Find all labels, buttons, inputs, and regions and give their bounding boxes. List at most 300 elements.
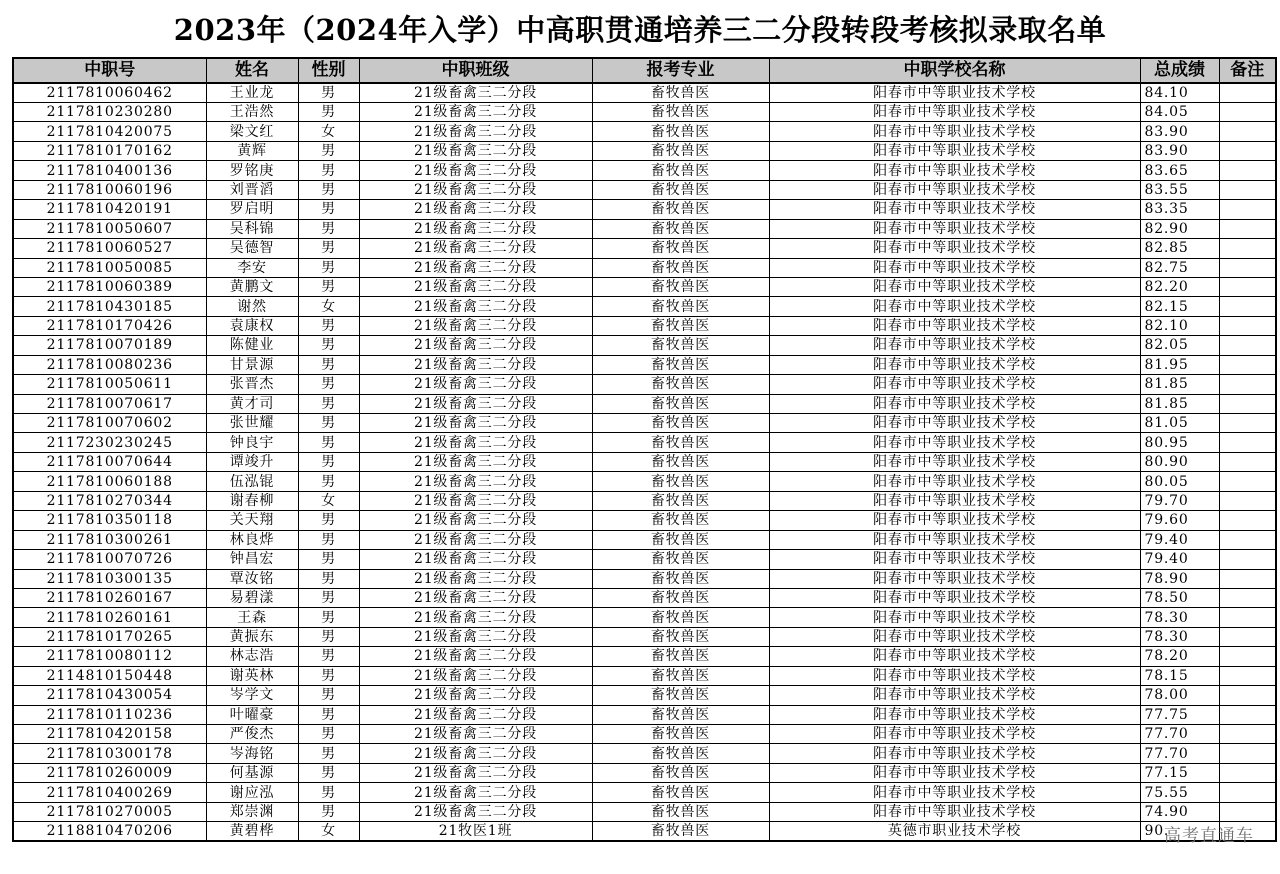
- cell-note: [1219, 433, 1276, 452]
- cell-class: 21级畜禽三二分段: [359, 686, 592, 705]
- cell-major: 畜牧兽医: [592, 355, 769, 374]
- table-row: [13, 666, 1276, 685]
- table-row: [13, 355, 1276, 374]
- table-row: [13, 122, 1276, 141]
- cell-note: [1219, 530, 1276, 549]
- cell-class: 21级畜禽三二分段: [359, 666, 592, 685]
- table-row: [13, 83, 1276, 103]
- cell-school: 阳春市中等职业技术学校: [769, 277, 1140, 296]
- cell-school: 阳春市中等职业技术学校: [769, 336, 1140, 355]
- cell-major: 畜牧兽医: [592, 180, 769, 199]
- cell-class: 21级畜禽三二分段: [359, 530, 592, 549]
- cell-class: 21级畜禽三二分段: [359, 491, 592, 510]
- cell-score: 77.70: [1140, 744, 1219, 763]
- cell-name: 李安: [206, 258, 298, 277]
- cell-class: 21级畜禽三二分段: [359, 647, 592, 666]
- cell-school: 阳春市中等职业技术学校: [769, 588, 1140, 607]
- table-row: [13, 686, 1276, 705]
- cell-student-id: 2117810260161: [13, 608, 206, 627]
- table-row: [13, 394, 1276, 413]
- cell-major: 畜牧兽医: [592, 686, 769, 705]
- cell-major: 畜牧兽医: [592, 219, 769, 238]
- cell-school: 阳春市中等职业技术学校: [769, 258, 1140, 277]
- header-note: 备注: [1219, 58, 1276, 83]
- cell-note: [1219, 569, 1276, 588]
- cell-student-id: 2117810420191: [13, 200, 206, 219]
- cell-note: [1219, 161, 1276, 180]
- table-row: [13, 530, 1276, 549]
- cell-note: [1219, 666, 1276, 685]
- cell-note: [1219, 277, 1276, 296]
- table-row: [13, 647, 1276, 666]
- header-name: 姓名: [206, 58, 298, 83]
- cell-name: 王业龙: [206, 83, 298, 103]
- table-row: [13, 219, 1276, 238]
- cell-student-id: 2117810260009: [13, 763, 206, 782]
- cell-score: 83.90: [1140, 141, 1219, 160]
- cell-school: 阳春市中等职业技术学校: [769, 122, 1140, 141]
- cell-student-id: 2117230230245: [13, 433, 206, 452]
- cell-score: 83.90: [1140, 122, 1219, 141]
- cell-gender: 男: [298, 336, 359, 355]
- cell-name: 王森: [206, 608, 298, 627]
- admission-table: [12, 57, 1277, 842]
- cell-gender: 男: [298, 783, 359, 802]
- cell-student-id: 2117810430054: [13, 686, 206, 705]
- cell-student-id: 2117810060527: [13, 239, 206, 258]
- table-row: [13, 103, 1276, 122]
- cell-name: 谢英林: [206, 666, 298, 685]
- cell-score: 84.05: [1140, 103, 1219, 122]
- cell-note: [1219, 83, 1276, 103]
- cell-student-id: 2117810350118: [13, 511, 206, 530]
- cell-class: 21级畜禽三二分段: [359, 141, 592, 160]
- cell-note: [1219, 297, 1276, 316]
- cell-gender: 男: [298, 433, 359, 452]
- cell-name: 黄鹏文: [206, 277, 298, 296]
- cell-name: 谢应泓: [206, 783, 298, 802]
- cell-class: 21级畜禽三二分段: [359, 200, 592, 219]
- table-row: [13, 822, 1276, 842]
- cell-student-id: 2117810080236: [13, 355, 206, 374]
- cell-score: 77.15: [1140, 763, 1219, 782]
- cell-school: 阳春市中等职业技术学校: [769, 686, 1140, 705]
- cell-gender: 男: [298, 744, 359, 763]
- table-row: [13, 258, 1276, 277]
- cell-note: [1219, 336, 1276, 355]
- cell-note: [1219, 705, 1276, 724]
- table-row: [13, 783, 1276, 802]
- cell-note: [1219, 452, 1276, 471]
- cell-school: 阳春市中等职业技术学校: [769, 394, 1140, 413]
- cell-major: 畜牧兽医: [592, 627, 769, 646]
- cell-gender: 男: [298, 83, 359, 103]
- cell-gender: 男: [298, 161, 359, 180]
- cell-gender: 男: [298, 588, 359, 607]
- cell-class: 21级畜禽三二分段: [359, 316, 592, 335]
- cell-score: 82.20: [1140, 277, 1219, 296]
- cell-name: 张晋杰: [206, 375, 298, 394]
- cell-note: [1219, 239, 1276, 258]
- cell-school: 阳春市中等职业技术学校: [769, 472, 1140, 491]
- cell-name: 刘晋滔: [206, 180, 298, 199]
- cell-score: 79.60: [1140, 511, 1219, 530]
- cell-student-id: 2117810300135: [13, 569, 206, 588]
- cell-note: [1219, 258, 1276, 277]
- cell-gender: 男: [298, 180, 359, 199]
- table-row: [13, 550, 1276, 569]
- cell-school: 阳春市中等职业技术学校: [769, 200, 1140, 219]
- table-row: [13, 705, 1276, 724]
- cell-class: 21级畜禽三二分段: [359, 375, 592, 394]
- cell-note: [1219, 802, 1276, 821]
- cell-gender: 男: [298, 355, 359, 374]
- cell-class: 21级畜禽三二分段: [359, 394, 592, 413]
- cell-school: 阳春市中等职业技术学校: [769, 725, 1140, 744]
- cell-name: 易碧漾: [206, 588, 298, 607]
- cell-class: 21级畜禽三二分段: [359, 336, 592, 355]
- cell-note: [1219, 608, 1276, 627]
- cell-student-id: 2117810060196: [13, 180, 206, 199]
- header-gender: 性别: [298, 58, 359, 83]
- table-row: [13, 452, 1276, 471]
- cell-major: 畜牧兽医: [592, 608, 769, 627]
- cell-student-id: 2117810080112: [13, 647, 206, 666]
- cell-major: 畜牧兽医: [592, 511, 769, 530]
- cell-class: 21级畜禽三二分段: [359, 83, 592, 103]
- cell-student-id: 2117810060188: [13, 472, 206, 491]
- table-row: [13, 763, 1276, 782]
- cell-student-id: 2117810170162: [13, 141, 206, 160]
- cell-note: [1219, 200, 1276, 219]
- cell-gender: 男: [298, 705, 359, 724]
- cell-student-id: 2117810300178: [13, 744, 206, 763]
- cell-class: 21级畜禽三二分段: [359, 763, 592, 782]
- cell-score: 78.20: [1140, 647, 1219, 666]
- cell-score: 78.90: [1140, 569, 1219, 588]
- cell-major: 畜牧兽医: [592, 452, 769, 471]
- cell-name: 岑海铭: [206, 744, 298, 763]
- table-row: [13, 725, 1276, 744]
- cell-note: [1219, 472, 1276, 491]
- cell-score: 83.55: [1140, 180, 1219, 199]
- cell-student-id: 2117810170265: [13, 627, 206, 646]
- watermark-text: 高考直通车: [1164, 826, 1254, 846]
- cell-school: 阳春市中等职业技术学校: [769, 316, 1140, 335]
- cell-school: 阳春市中等职业技术学校: [769, 452, 1140, 471]
- cell-class: 21级畜禽三二分段: [359, 744, 592, 763]
- cell-student-id: 2117810420075: [13, 122, 206, 141]
- table-row: [13, 802, 1276, 821]
- cell-school: 阳春市中等职业技术学校: [769, 103, 1140, 122]
- cell-class: 21级畜禽三二分段: [359, 725, 592, 744]
- cell-note: [1219, 627, 1276, 646]
- cell-major: 畜牧兽医: [592, 550, 769, 569]
- table-row: [13, 608, 1276, 627]
- cell-name: 严俊杰: [206, 725, 298, 744]
- cell-gender: 男: [298, 550, 359, 569]
- cell-school: 阳春市中等职业技术学校: [769, 608, 1140, 627]
- cell-school: 阳春市中等职业技术学校: [769, 180, 1140, 199]
- cell-gender: 男: [298, 511, 359, 530]
- cell-name: 伍泓锟: [206, 472, 298, 491]
- cell-school: 阳春市中等职业技术学校: [769, 802, 1140, 821]
- cell-school: 阳春市中等职业技术学校: [769, 569, 1140, 588]
- cell-note: [1219, 491, 1276, 510]
- cell-name: 罗铭庚: [206, 161, 298, 180]
- cell-name: 郑崇渊: [206, 802, 298, 821]
- cell-major: 畜牧兽医: [592, 802, 769, 821]
- cell-note: [1219, 316, 1276, 335]
- cell-gender: 男: [298, 452, 359, 471]
- cell-gender: 男: [298, 763, 359, 782]
- cell-name: 黄辉: [206, 141, 298, 160]
- cell-class: 21级畜禽三二分段: [359, 103, 592, 122]
- cell-score: 81.85: [1140, 394, 1219, 413]
- cell-score: 83.65: [1140, 161, 1219, 180]
- cell-student-id: 2114810150448: [13, 666, 206, 685]
- cell-class: 21级畜禽三二分段: [359, 433, 592, 452]
- cell-school: 阳春市中等职业技术学校: [769, 530, 1140, 549]
- cell-gender: 男: [298, 414, 359, 433]
- table-row: [13, 141, 1276, 160]
- cell-gender: 男: [298, 375, 359, 394]
- cell-gender: 男: [298, 725, 359, 744]
- cell-school: 阳春市中等职业技术学校: [769, 375, 1140, 394]
- cell-score: 81.05: [1140, 414, 1219, 433]
- cell-name: 黄才司: [206, 394, 298, 413]
- cell-student-id: 2117810260167: [13, 588, 206, 607]
- cell-score: 75.55: [1140, 783, 1219, 802]
- cell-student-id: 2117810070189: [13, 336, 206, 355]
- cell-note: [1219, 180, 1276, 199]
- table-row: [13, 511, 1276, 530]
- table-header: [13, 58, 1276, 83]
- cell-note: [1219, 744, 1276, 763]
- cell-score: 82.90: [1140, 219, 1219, 238]
- cell-student-id: 2117810070726: [13, 550, 206, 569]
- cell-school: 阳春市中等职业技术学校: [769, 744, 1140, 763]
- page-title: 2023年（2024年入学）中高职贯通培养三二分段转段考核拟录取名单: [173, 13, 1107, 47]
- cell-score: 90.: [1140, 822, 1219, 842]
- cell-score: 78.50: [1140, 588, 1219, 607]
- cell-name: 叶曜豪: [206, 705, 298, 724]
- cell-student-id: 2117810270344: [13, 491, 206, 510]
- cell-student-id: 2117810070644: [13, 452, 206, 471]
- cell-score: 82.85: [1140, 239, 1219, 258]
- table-row: [13, 433, 1276, 452]
- table-row: [13, 180, 1276, 199]
- cell-note: [1219, 414, 1276, 433]
- table-row: [13, 277, 1276, 296]
- cell-gender: 女: [298, 822, 359, 842]
- cell-note: [1219, 511, 1276, 530]
- cell-student-id: 2117810070602: [13, 414, 206, 433]
- table-row: [13, 414, 1276, 433]
- header-student-id: 中职号: [13, 58, 206, 83]
- header-row: [13, 58, 1276, 83]
- cell-major: 畜牧兽医: [592, 588, 769, 607]
- cell-name: 罗启明: [206, 200, 298, 219]
- header-class: 中职班级: [359, 58, 592, 83]
- cell-major: 畜牧兽医: [592, 161, 769, 180]
- cell-note: [1219, 763, 1276, 782]
- cell-major: 畜牧兽医: [592, 414, 769, 433]
- cell-name: 谭竣升: [206, 452, 298, 471]
- cell-major: 畜牧兽医: [592, 491, 769, 510]
- cell-gender: 男: [298, 141, 359, 160]
- table-row: [13, 297, 1276, 316]
- cell-student-id: 2117810170426: [13, 316, 206, 335]
- header-major: 报考专业: [592, 58, 769, 83]
- cell-gender: 男: [298, 608, 359, 627]
- cell-note: [1219, 588, 1276, 607]
- cell-student-id: 2117810430185: [13, 297, 206, 316]
- cell-student-id: 2117810050607: [13, 219, 206, 238]
- cell-note: [1219, 686, 1276, 705]
- cell-class: 21级畜禽三二分段: [359, 219, 592, 238]
- cell-note: [1219, 783, 1276, 802]
- table-row: [13, 336, 1276, 355]
- cell-school: 阳春市中等职业技术学校: [769, 161, 1140, 180]
- cell-school: 阳春市中等职业技术学校: [769, 627, 1140, 646]
- cell-class: 21级畜禽三二分段: [359, 258, 592, 277]
- cell-score: 81.85: [1140, 375, 1219, 394]
- cell-score: 79.40: [1140, 530, 1219, 549]
- cell-gender: 男: [298, 686, 359, 705]
- cell-major: 畜牧兽医: [592, 375, 769, 394]
- cell-major: 畜牧兽医: [592, 763, 769, 782]
- cell-student-id: 2117810050611: [13, 375, 206, 394]
- cell-name: 谢然: [206, 297, 298, 316]
- cell-student-id: 2117810070617: [13, 394, 206, 413]
- cell-note: [1219, 219, 1276, 238]
- cell-gender: 男: [298, 200, 359, 219]
- cell-name: 黄振东: [206, 627, 298, 646]
- cell-name: 谢春柳: [206, 491, 298, 510]
- table-row: [13, 588, 1276, 607]
- cell-note: [1219, 394, 1276, 413]
- table-body: [13, 83, 1276, 841]
- cell-major: 畜牧兽医: [592, 336, 769, 355]
- table-row: [13, 239, 1276, 258]
- cell-name: 袁康权: [206, 316, 298, 335]
- cell-score: 78.30: [1140, 627, 1219, 646]
- cell-score: 82.10: [1140, 316, 1219, 335]
- cell-major: 畜牧兽医: [592, 277, 769, 296]
- table-row: [13, 316, 1276, 335]
- cell-major: 畜牧兽医: [592, 822, 769, 842]
- cell-school: 阳春市中等职业技术学校: [769, 297, 1140, 316]
- cell-class: 21级畜禽三二分段: [359, 783, 592, 802]
- cell-score: 80.90: [1140, 452, 1219, 471]
- cell-score: 82.05: [1140, 336, 1219, 355]
- cell-class: 21级畜禽三二分段: [359, 355, 592, 374]
- cell-class: 21级畜禽三二分段: [359, 569, 592, 588]
- cell-note: [1219, 122, 1276, 141]
- cell-student-id: 2117810050085: [13, 258, 206, 277]
- cell-school: 阳春市中等职业技术学校: [769, 433, 1140, 452]
- cell-school: 阳春市中等职业技术学校: [769, 763, 1140, 782]
- cell-name: 钟昌宏: [206, 550, 298, 569]
- cell-gender: 男: [298, 258, 359, 277]
- table-row: [13, 569, 1276, 588]
- cell-student-id: 2117810230280: [13, 103, 206, 122]
- cell-class: 21级畜禽三二分段: [359, 122, 592, 141]
- cell-name: 钟良宇: [206, 433, 298, 452]
- cell-score: 82.15: [1140, 297, 1219, 316]
- cell-gender: 男: [298, 239, 359, 258]
- cell-major: 畜牧兽医: [592, 744, 769, 763]
- cell-note: [1219, 355, 1276, 374]
- cell-school: 英德市职业技术学校: [769, 822, 1140, 842]
- cell-school: 阳春市中等职业技术学校: [769, 83, 1140, 103]
- cell-note: [1219, 550, 1276, 569]
- cell-score: 78.15: [1140, 666, 1219, 685]
- cell-major: 畜牧兽医: [592, 239, 769, 258]
- cell-major: 畜牧兽医: [592, 666, 769, 685]
- cell-school: 阳春市中等职业技术学校: [769, 550, 1140, 569]
- cell-class: 21级畜禽三二分段: [359, 180, 592, 199]
- cell-score: 80.05: [1140, 472, 1219, 491]
- cell-name: 梁文红: [206, 122, 298, 141]
- cell-class: 21级畜禽三二分段: [359, 452, 592, 471]
- cell-name: 覃汝铭: [206, 569, 298, 588]
- cell-gender: 男: [298, 802, 359, 821]
- cell-score: 80.95: [1140, 433, 1219, 452]
- cell-note: [1219, 725, 1276, 744]
- cell-major: 畜牧兽医: [592, 141, 769, 160]
- cell-gender: 男: [298, 627, 359, 646]
- cell-note: [1219, 103, 1276, 122]
- cell-name: 吴德智: [206, 239, 298, 258]
- cell-gender: 女: [298, 297, 359, 316]
- table-row: [13, 161, 1276, 180]
- cell-major: 畜牧兽医: [592, 103, 769, 122]
- cell-name: 甘景源: [206, 355, 298, 374]
- cell-student-id: 2117810060462: [13, 83, 206, 103]
- cell-major: 畜牧兽医: [592, 83, 769, 103]
- cell-score: 79.40: [1140, 550, 1219, 569]
- cell-major: 畜牧兽医: [592, 725, 769, 744]
- cell-name: 林良烨: [206, 530, 298, 549]
- cell-name: 何基源: [206, 763, 298, 782]
- cell-gender: 男: [298, 219, 359, 238]
- cell-student-id: 2117810110236: [13, 705, 206, 724]
- cell-class: 21级畜禽三二分段: [359, 239, 592, 258]
- cell-name: 岑学文: [206, 686, 298, 705]
- cell-gender: 男: [298, 530, 359, 549]
- cell-class: 21级畜禽三二分段: [359, 608, 592, 627]
- cell-major: 畜牧兽医: [592, 258, 769, 277]
- cell-class: 21级畜禽三二分段: [359, 802, 592, 821]
- cell-class: 21级畜禽三二分段: [359, 277, 592, 296]
- cell-school: 阳春市中等职业技术学校: [769, 511, 1140, 530]
- cell-name: 张世耀: [206, 414, 298, 433]
- cell-note: [1219, 647, 1276, 666]
- cell-class: 21牧医1班: [359, 822, 592, 842]
- cell-class: 21级畜禽三二分段: [359, 297, 592, 316]
- cell-name: 吴科锦: [206, 219, 298, 238]
- cell-gender: 男: [298, 472, 359, 491]
- header-school: 中职学校名称: [769, 58, 1140, 83]
- cell-gender: 女: [298, 122, 359, 141]
- cell-gender: 男: [298, 394, 359, 413]
- cell-major: 畜牧兽医: [592, 316, 769, 335]
- cell-student-id: 2117810400136: [13, 161, 206, 180]
- cell-note: [1219, 375, 1276, 394]
- table-row: [13, 491, 1276, 510]
